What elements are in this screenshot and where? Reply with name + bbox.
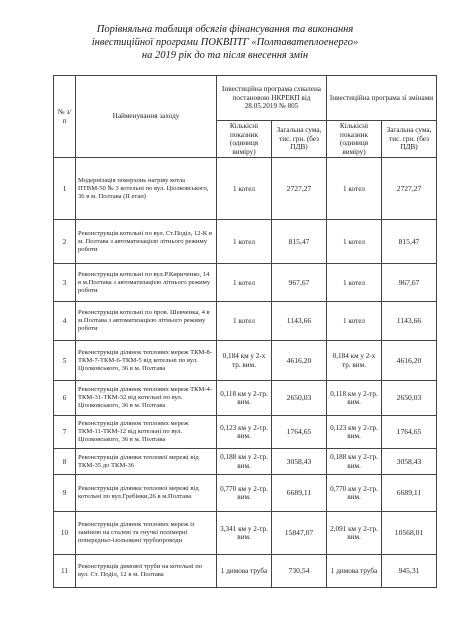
- row-total-changed: 945,31: [382, 555, 437, 588]
- table-row: [54, 158, 437, 220]
- row-indicator-approved: 1 котел: [217, 220, 272, 264]
- row-indicator-approved: 0,123 км у 2-тр. вим.: [217, 416, 272, 449]
- row-total-approved: 967,67: [272, 264, 327, 302]
- row-total-changed: 10568,01: [382, 512, 437, 555]
- row-measure-name: Реконструкція котельні по вул. Ст.Поділ, 12-К в м. Полтава з автоматизацією літнього режиму роботи: [76, 220, 217, 264]
- row-total-approved: 1764,65: [272, 416, 327, 449]
- row-total-approved: 2727,27: [272, 158, 327, 220]
- row-total-changed: 3058,43: [382, 449, 437, 475]
- row-number: 1: [54, 158, 76, 220]
- row-measure-name: Реконструкція димової труби на котельні по вул. Ст. Поділ, 12 в м. Полтава: [76, 555, 217, 588]
- document-title: [0, 23, 450, 62]
- row-total-changed: 2727,27: [382, 158, 437, 220]
- title-line-1: Порівняльна таблиця обсягів фінансування та виконання: [96, 24, 354, 35]
- row-indicator-approved: 0,188 км у 2-тр. вим.: [217, 449, 272, 475]
- row-indicator-approved: 1 димова труба: [217, 555, 272, 588]
- row-indicator-changed: 2,091 км у 2-тр. вим.: [327, 512, 382, 555]
- row-number: 7: [54, 416, 76, 449]
- row-total-approved: 815,47: [272, 220, 327, 264]
- row-indicator-changed: 1 котел: [327, 220, 382, 264]
- row-measure-name: Реконструкція котельні по вул.Р.Кириченко, 14 в м.Полтава з автоматизацією літнього режиму роботи: [76, 264, 217, 302]
- header-total-2: Загальна сума, тис. грн. (без ПДВ): [382, 121, 437, 158]
- header-approved: Інвестиційна програма схвалена постановою НКРЕКП від 28.05.2019 № 805: [217, 76, 327, 121]
- row-indicator-changed: 0,188 км у 2-тр. вим.: [327, 449, 382, 475]
- row-total-approved: 3058,43: [272, 449, 327, 475]
- row-number: 11: [54, 555, 76, 588]
- table-row: [54, 264, 437, 302]
- row-number: 2: [54, 220, 76, 264]
- table-row: [54, 416, 437, 449]
- table-row: [54, 449, 437, 475]
- row-number: 9: [54, 475, 76, 512]
- row-measure-name: Реконструкція котельні по пров. Шевченка, 4 в м.Полтава з автоматизацією літнього режиму роботи: [76, 302, 217, 341]
- header-total-1: Загальна сума, тис. грн. (без ПДВ): [272, 121, 327, 158]
- header-row-1: [54, 76, 437, 121]
- row-total-changed: 967,67: [382, 264, 437, 302]
- header-num: № з/п: [54, 76, 76, 158]
- row-measure-name: Реконструкція ділянки теплової мережі від котельні по вул.Гребінки,26 в м.Полтава: [76, 475, 217, 512]
- row-total-changed: 1764,65: [382, 416, 437, 449]
- row-measure-name: Реконструкція ділянок теплових мереж із заміною на сталеві та гнучкі полімерні попередньо-ізольовані трубопроводи: [76, 512, 217, 555]
- row-total-changed: 1143,66: [382, 302, 437, 341]
- table-row: [54, 555, 437, 588]
- table-row: [54, 302, 437, 341]
- row-number: 6: [54, 381, 76, 416]
- row-total-changed: 2650,03: [382, 381, 437, 416]
- row-indicator-approved: 0,770 км у 2-тр. вим.: [217, 475, 272, 512]
- row-total-approved: 15847,07: [272, 512, 327, 555]
- row-number: 8: [54, 449, 76, 475]
- row-number: 10: [54, 512, 76, 555]
- row-indicator-approved: 1 котел: [217, 158, 272, 220]
- row-measure-name: Реконструкція ділянок теплових мереж ТКМ-8-ТКМ-7-ТКМ-6-ТКМ-5 від котельні по вул. Ціолковського, 36 в м. Полтава: [76, 341, 217, 381]
- row-indicator-changed: 0,123 км у 2-тр. вим.: [327, 416, 382, 449]
- title-line-2: інвестиційної програми ПОКВПТГ «Полтаватеплоенерго»: [91, 37, 359, 48]
- header-indicator-2: Кількісні показник (одиниця виміру): [327, 121, 382, 158]
- header-name: Найменування заходу: [76, 76, 217, 158]
- row-measure-name: Реконструкція ділянок теплових мереж ТКМ-11-ТКМ-12 від котельні по вул. Ціолковського, 36 в м. Полтава: [76, 416, 217, 449]
- table-row: [54, 512, 437, 555]
- row-number: 3: [54, 264, 76, 302]
- row-total-approved: 2650,03: [272, 381, 327, 416]
- title-line-3: на 2019 рік до та після внесення змін: [141, 50, 309, 61]
- row-indicator-approved: 0,184 км у 2-х тр. вим.: [217, 341, 272, 381]
- row-measure-name: Модернізація поверхонь нагріву котла ПТВМ-50 № 3 котельні по вул. Ціолковського, 36 в м. Полтава (ІІ етап): [76, 158, 217, 220]
- row-indicator-approved: 0,118 км у 2-тр. вим.: [217, 381, 272, 416]
- row-total-changed: 4616,20: [382, 341, 437, 381]
- row-indicator-changed: 1 котел: [327, 302, 382, 341]
- row-number: 5: [54, 341, 76, 381]
- row-indicator-changed: 0,184 км у 2-х тр. вим.: [327, 341, 382, 381]
- row-indicator-approved: 1 котел: [217, 302, 272, 341]
- row-measure-name: Реконструкція ділянки теплової мережі від ТКМ-35 до ТКМ-36: [76, 449, 217, 475]
- row-indicator-changed: 1 котел: [327, 264, 382, 302]
- row-indicator-changed: 1 котел: [327, 158, 382, 220]
- row-indicator-approved: 3,341 км у 2-тр. вим.: [217, 512, 272, 555]
- row-indicator-approved: 1 котел: [217, 264, 272, 302]
- row-number: 4: [54, 302, 76, 341]
- row-indicator-changed: 0,770 км у 2-тр. вим.: [327, 475, 382, 512]
- table-row: [54, 341, 437, 381]
- table-row: [54, 475, 437, 512]
- table-row: [54, 220, 437, 264]
- row-indicator-changed: 0,118 км у 2-тр. вим.: [327, 381, 382, 416]
- row-total-changed: 815,47: [382, 220, 437, 264]
- row-total-approved: 6689,11: [272, 475, 327, 512]
- row-indicator-changed: 1 димова труба: [327, 555, 382, 588]
- row-total-approved: 730,54: [272, 555, 327, 588]
- row-total-changed: 6689,11: [382, 475, 437, 512]
- row-total-approved: 4616,20: [272, 341, 327, 381]
- table-row: [54, 381, 437, 416]
- row-total-approved: 1143,66: [272, 302, 327, 341]
- header-indicator-1: Кількісні показник (одиниця виміру): [217, 121, 272, 158]
- row-measure-name: Реконструкція ділянок теплових мереж ТКМ-4-ТКМ-31-ТКМ-32 від котельні по вул. Ціолковського, 36 в м. Полтава: [76, 381, 217, 416]
- financing-table: [53, 75, 437, 588]
- header-changed: Інвестиційна програма зі змінами: [327, 76, 437, 121]
